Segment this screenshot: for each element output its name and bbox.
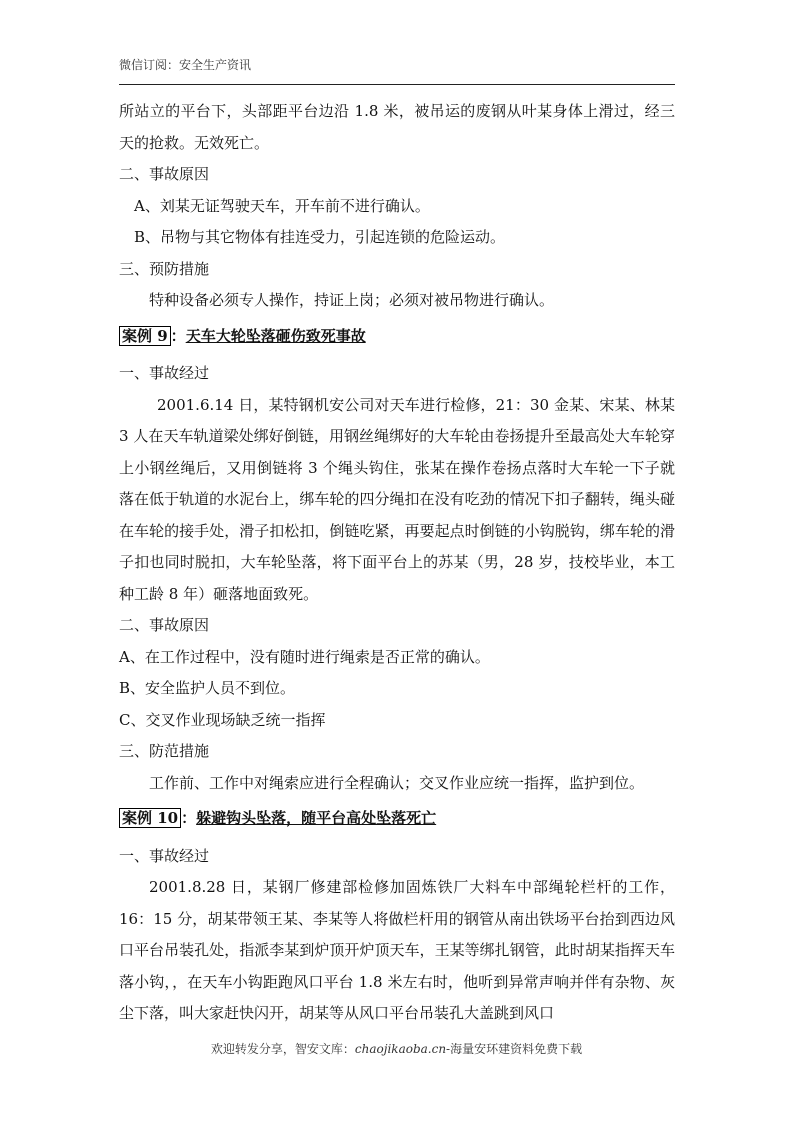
case9-title: 天车大轮坠落砸伤致死事故 (185, 326, 366, 345)
section-heading-cause: 二、事故原因 (119, 165, 210, 183)
case10-title: 躲避钩头坠落，随平台高处坠落死亡 (196, 809, 437, 827)
case9-section-process: 一、事故经过 (119, 364, 210, 382)
case10-section-process: 一、事故经过 (119, 846, 210, 865)
cause-item-b: B、吊物与其它物体有挂连受力，引起连锁的危险运动。 (134, 228, 506, 246)
case9-section-measures: 三、防范措施 (119, 742, 210, 760)
document-body (119, 96, 675, 1030)
case9-cause-a: A、在工作过程中，没有随时进行绳索是否正常的确认。 (119, 647, 490, 666)
case10-heading (119, 803, 675, 835)
case9-measures-text: 工作前、工作中对绳索应进行全程确认；交叉作业应统一指挥，监护到位。 (149, 773, 645, 792)
case9-process-text: 2001.6.14 日，某特钢机安公司对天车进行检修，21：30 金某、宋某、林某 3 人在天车轨道梁处绑好倒链，用钢丝绳绑好的大车轮由卷扬提升至最高处大车轮穿上小钢丝绳后，又用倒链将 3 个绳头钩住，张某在操作卷扬点落时大车轮一下子就落在低于轨道的水泥台上，绑车轮的四分绳扣在没有吃劲的情况下扣子翻转，绳头碰在车轮的接手处，滑子扣松扣，倒链吃紧，再要起点时倒链的小钩脱钩，绑车轮的滑子扣也同时脱扣，大车轮坠落，将下面平台上的苏某（男，28 岁，技校毕业，本工种工龄 8 年）砸落地面致死。 (119, 395, 675, 603)
page-footer (0, 1040, 793, 1057)
case9-separator: ： (170, 326, 186, 345)
case9-heading (119, 321, 675, 353)
case9-label: 案例 9 (119, 326, 171, 346)
footer-suffix: -海量安环建资料免费下载 (446, 1042, 583, 1056)
case9-cause-c: C、交叉作业现场缺乏统一指挥 (119, 710, 326, 729)
case10-separator: ： (181, 809, 197, 827)
paragraph-continuation: 所站立的平台下，头部距平台边沿 1.8 米，被吊运的废钢从叶某身体上滑过，经三天的抢救。无效死亡。 (119, 102, 675, 152)
case9-cause-b: B、安全监护人员不到位。 (119, 679, 296, 697)
page-header (119, 56, 675, 73)
header-text: 微信订阅：安全生产资讯 (119, 58, 252, 72)
case9-section-cause: 二、事故原因 (119, 616, 210, 634)
section-heading-prevention: 三、预防措施 (119, 259, 210, 278)
footer-site-link[interactable]: chaojikaoba.cn (354, 1042, 447, 1056)
case10-label: 案例 10 (119, 808, 181, 828)
header-divider (119, 84, 675, 85)
cause-item-a: A、刘某无证驾驶天车，开车前不进行确认。 (134, 196, 430, 215)
case10-process-text: 2001.8.28 日，某钢厂修建部检修加固炼铁厂大料车中部绳轮栏杆的工作，16：15 分，胡某带领王某、李某等人将做栏杆用的钢管从南出铁场平台抬到西边风口平台吊装孔处，指派李某到炉顶开炉顶天车，王某等绑扎钢管，此时胡某指挥天车落小钩，，在天车小钩距跑风口平台 1.8 米左右时，他听到异常声响并伴有杂物、灰尘下落，叫大家赶快闪开，胡某等从风口平台吊装孔大盖跳到风口 (119, 878, 675, 1022)
prevention-text: 特种设备必须专人操作，持证上岗；必须对被吊物进行确认。 (149, 291, 555, 309)
footer-prefix: 欢迎转发分享，智安文库： (210, 1042, 355, 1056)
